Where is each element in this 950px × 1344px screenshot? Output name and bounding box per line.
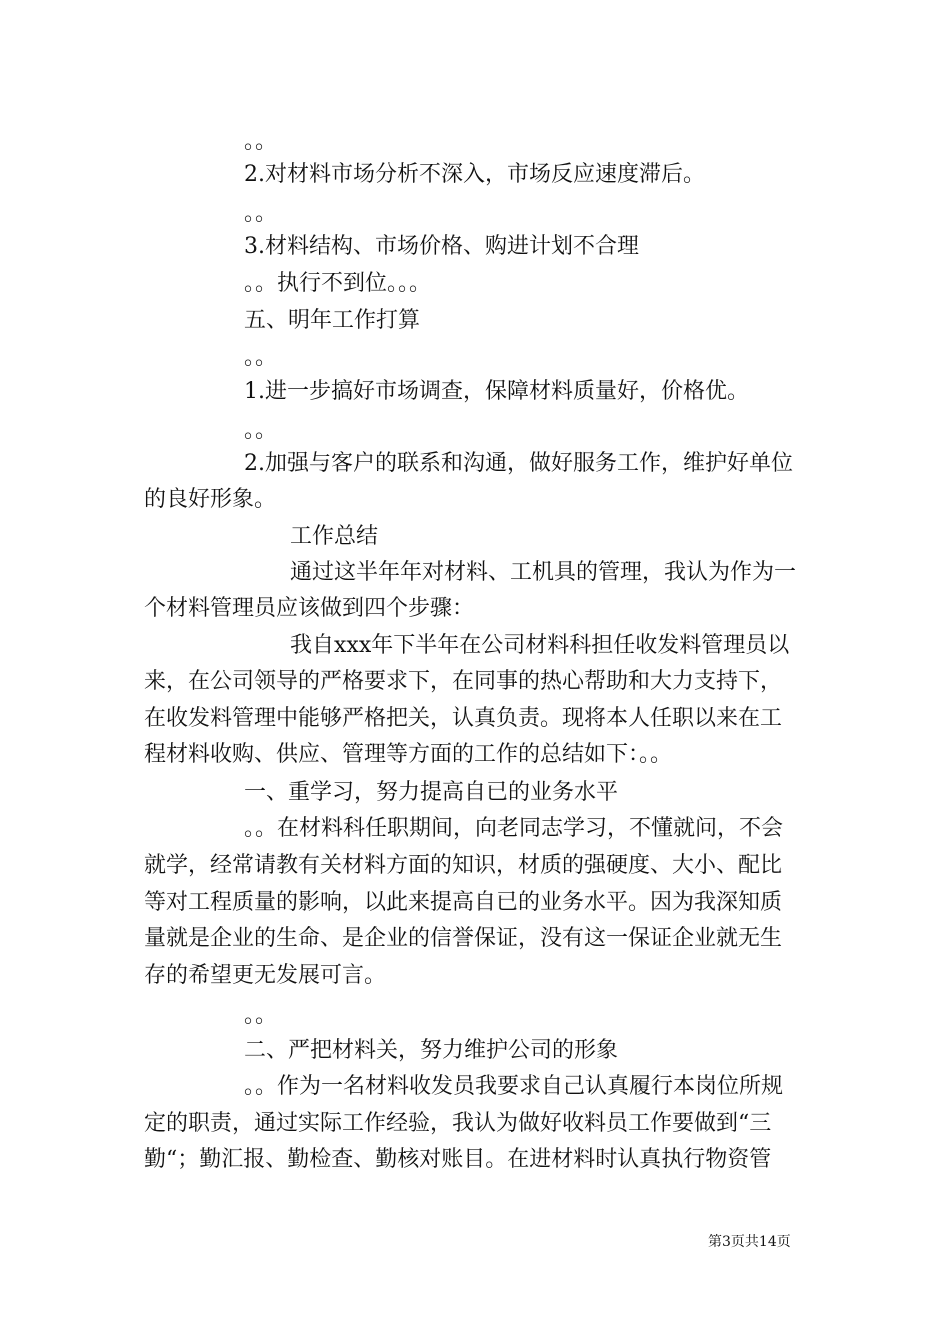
section-heading: 工作总结 (290, 524, 379, 549)
section-heading: 二、严把材料关，努力维护公司的形象 (244, 1038, 619, 1063)
text-line: 3.材料结构、市场价格、购进计划不合理 (244, 234, 639, 259)
text-line: 。。作为一名材料收发员我要求自己认真履行本岗位所规 (244, 1074, 784, 1099)
text-line: 的良好形象。 (144, 487, 277, 512)
text-line: 个材料管理员应该做到四个步骤： (144, 596, 475, 621)
text-line: 通过这半年年对材料、工机具的管理，我认为作为一 (290, 560, 797, 585)
section-heading: 一、重学习，努力提高自已的业务水平 (244, 780, 619, 805)
text-line: 我自xxx年下半年在公司材料科担任收发料管理员以 (290, 633, 790, 658)
section-heading: 五、明年工作打算 (244, 308, 421, 333)
text-line: 。。 (244, 345, 278, 370)
text-line: 2.对材料市场分析不深入，市场反应速度滞后。 (244, 162, 705, 187)
text-line: 来，在公司领导的严格要求下，在同事的热心帮助和大力支持下， (144, 669, 783, 694)
text-line: 。。 (244, 201, 278, 226)
text-line: 。。 (244, 129, 278, 154)
text-line: 等对工程质量的影响，以此来提高自已的业务水平。因为我深知质 (144, 890, 783, 915)
page-number-footer: 第3页共14页 (708, 1234, 791, 1250)
text-line: 。。 (244, 1003, 278, 1028)
text-line: 存的希望更无发展可言。 (144, 963, 387, 988)
text-line: 。。执行不到位。。。 (244, 271, 432, 296)
text-line: 2.加强与客户的联系和沟通，做好服务工作，维护好单位 (244, 451, 793, 476)
text-line: 勤“；勤汇报、勤检查、勤核对账目。在进材料时认真执行物资管 (144, 1147, 772, 1172)
text-line: 。。在材料科任职期间，向老同志学习，不懂就问，不会 (244, 816, 784, 841)
text-line: 就学，经常请教有关材料方面的知识，材质的强硬度、大小、配比 (144, 853, 783, 878)
text-line: 量就是企业的生命、是企业的信誉保证，没有这一保证企业就无生 (144, 926, 783, 951)
text-line: 1.进一步搞好市场调查，保障材料质量好，价格优。 (244, 379, 749, 404)
text-line: 。。 (244, 418, 278, 443)
text-line: 在收发料管理中能够严格把关，认真负责。现将本人任职以来在工 (144, 706, 783, 731)
text-line: 程材料收购、供应、管理等方面的工作的总结如下：。。 (144, 742, 673, 767)
text-line: 定的职责，通过实际工作经验，我认为做好收料员工作要做到“三 (144, 1111, 772, 1136)
